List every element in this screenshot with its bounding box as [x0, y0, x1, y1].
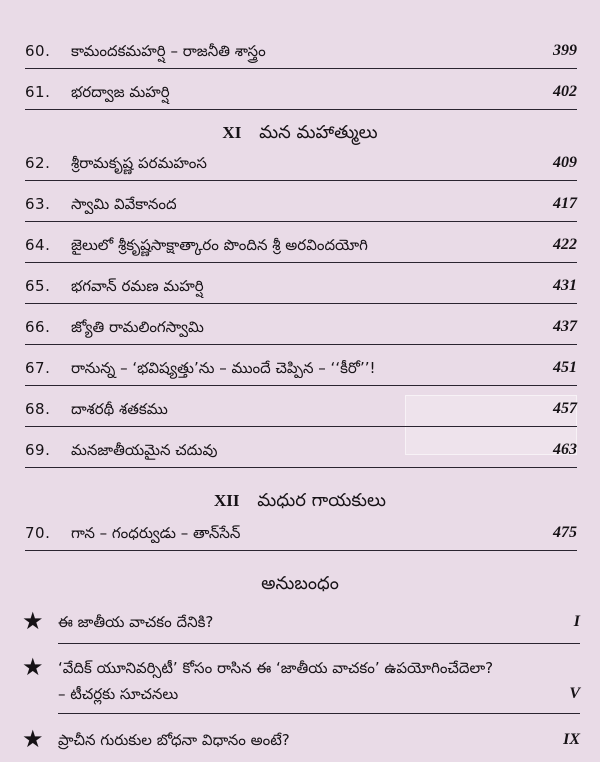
- entry-page-number: 409: [553, 154, 577, 171]
- entry-number: 66.: [25, 318, 51, 336]
- entry-page-number: 475: [553, 524, 577, 541]
- toc-entry: [25, 234, 577, 263]
- appendix-item-text: ఈ జాతీయ వాచకం దేనికి?: [58, 613, 214, 631]
- section-heading-xi: [0, 122, 600, 147]
- appendix-item: [22, 653, 580, 715]
- entry-title: స్వామి వివేకానంద: [71, 195, 177, 213]
- toc-entry: [25, 40, 577, 69]
- entry-page-number: 463: [553, 441, 577, 458]
- toc-entry: [25, 439, 577, 468]
- toc-entry: [25, 316, 577, 345]
- toc-entry: [25, 522, 577, 551]
- section-title: మధుర గాయకులు: [257, 490, 386, 511]
- entry-number: 70.: [25, 524, 51, 542]
- entry-number: 67.: [25, 359, 51, 377]
- entry-page-number: 457: [553, 400, 577, 417]
- entry-number: 62.: [25, 154, 51, 172]
- entry-number: 63.: [25, 195, 51, 213]
- entry-page-number: 417: [553, 195, 577, 212]
- star-icon: ★: [22, 653, 44, 681]
- entry-title: గాన – గంధర్వుడు – తాన్‌సేన్: [71, 524, 241, 542]
- appendix-item-text: ప్రాచీన గురుకుల బోధనా విధానం అంటే?: [58, 731, 290, 749]
- toc-entry: [25, 193, 577, 222]
- entry-title: భగవాన్ రమణ మహర్షి: [71, 277, 204, 295]
- entry-title: దాశరథీ శతకము: [71, 400, 168, 418]
- section-roman-numeral: XII: [214, 491, 240, 510]
- entry-title: భరద్వాజ మహర్షి: [71, 83, 170, 101]
- entry-number: 64.: [25, 236, 51, 254]
- appendix-item: [22, 607, 580, 643]
- appendix-item-page: I: [573, 613, 580, 630]
- toc-entry: [25, 398, 577, 427]
- entry-number: 69.: [25, 441, 51, 459]
- entry-title: జ్యోతి రామలింగస్వామి: [71, 318, 204, 336]
- entry-page-number: 451: [553, 359, 577, 376]
- entry-page-number: 437: [553, 318, 577, 335]
- entry-title: జైలులో శ్రీకృష్ణసాక్షాత్కారం పొందిన శ్రీ అరవిందయోగి: [71, 236, 368, 254]
- entry-title: మనజాతీయమైన చదువు: [71, 441, 218, 459]
- entry-number: 61.: [25, 83, 51, 101]
- star-icon: ★: [22, 725, 44, 753]
- divider-line: [58, 713, 580, 714]
- appendix-item: [22, 725, 580, 759]
- appendix-item-page: V: [569, 685, 580, 702]
- appendix-item-subtext: – టీచర్లకు సూచనలు: [58, 685, 179, 703]
- toc-entry: [25, 275, 577, 304]
- toc-entry: [25, 81, 577, 110]
- entry-number: 68.: [25, 400, 51, 418]
- appendix-item-text: ‘వేదిక్ యూనివర్సిటీ’ కోసం రాసిన ఈ ‘జాతీయ వాచకం’ ఉపయోగించేదెలా?: [58, 659, 494, 677]
- entry-page-number: 399: [553, 42, 577, 59]
- entry-title: రానున్న – ‘భవిష్యత్తు’ను – ముందే చెప్పిన – ‘‘కీరో’’!: [71, 359, 376, 377]
- entry-page-number: 422: [553, 236, 577, 253]
- entry-title: కామందకమహర్షి – రాజనీతి శాస్త్రం: [71, 42, 266, 60]
- section-heading-xii: [0, 490, 600, 515]
- entry-title: శ్రీరామకృష్ణ పరమహంస: [71, 154, 207, 172]
- section-roman-numeral: XI: [222, 123, 242, 142]
- appendix-heading: [0, 573, 600, 598]
- appendix-item-page: IX: [563, 731, 580, 748]
- section-title: మన మహాత్ములు: [259, 122, 378, 143]
- star-icon: ★: [22, 607, 44, 635]
- divider-line: [58, 643, 580, 644]
- entry-number: 60.: [25, 42, 51, 60]
- appendix-title: అనుబంధం: [261, 573, 339, 594]
- entry-page-number: 402: [553, 83, 577, 100]
- entry-page-number: 431: [553, 277, 577, 294]
- entry-number: 65.: [25, 277, 51, 295]
- toc-entry: [25, 152, 577, 181]
- toc-entry: [25, 357, 577, 386]
